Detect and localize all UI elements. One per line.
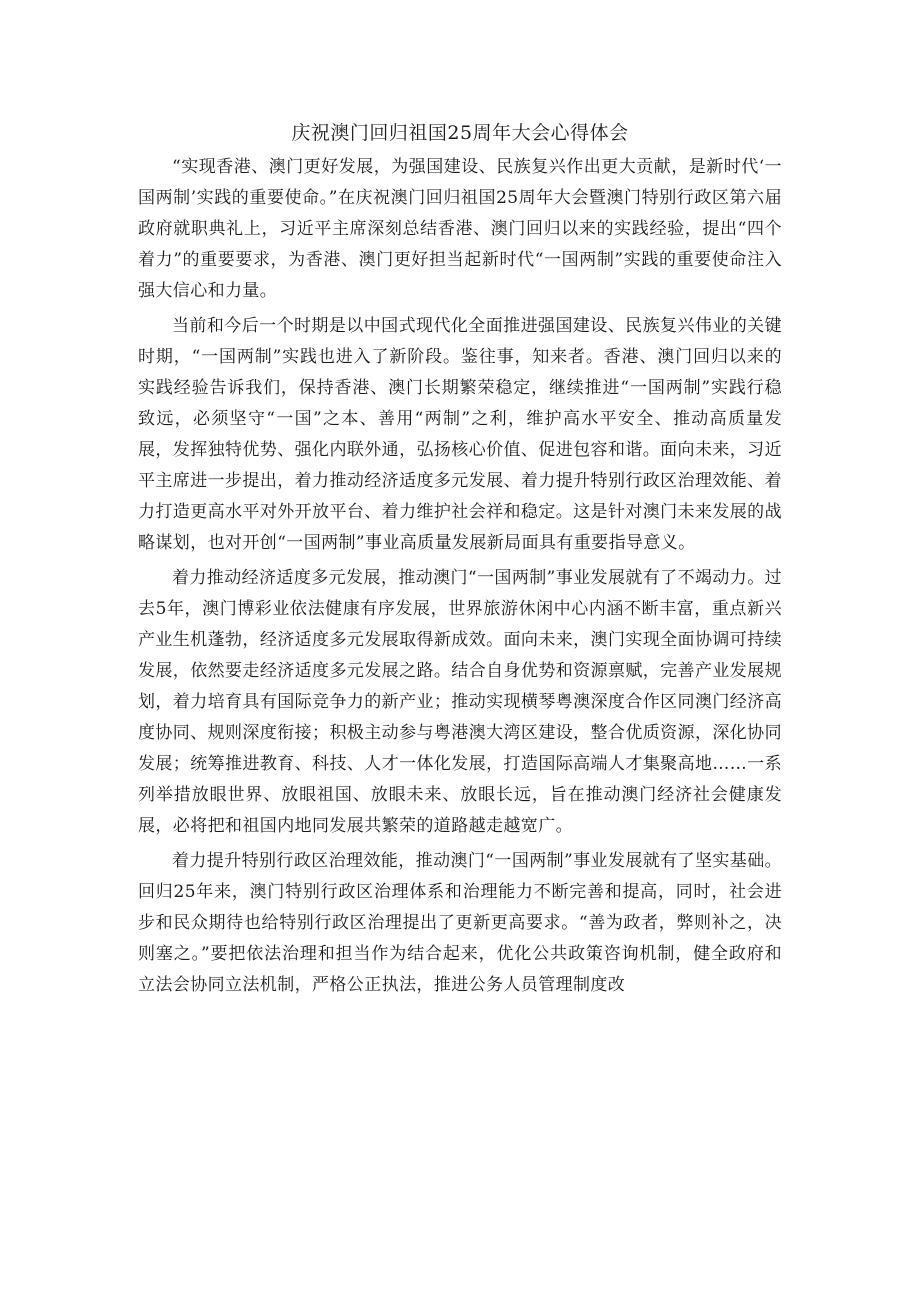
document-page bbox=[138, 120, 782, 1005]
paragraph-4: 着力提升特别行政区治理效能，推动澳门“一国两制”事业发展就有了坚实基础。回归25年来，澳门特别行政区治理体系和治理能力不断完善和提高，同时，社会进步和民众期待也给特别行政区治理提出了更新更高要求。“善为政者，弊则补之，决则塞之。”要把依法治理和担当作为结合起来，优化公共政策咨询机制，健全政府和立法会协同立法机制，严格公正执法，推进公务人员管理制度改 bbox=[138, 851, 782, 995]
paragraph-1: “实现香港、澳门更好发展，为强国建设、民族复兴作出更大贡献，是新时代‘一国两制’实践的重要使命。”在庆祝澳门回归祖国25周年大会暨澳门特别行政区第六届政府就职典礼上，习近平主席深刻总结香港、澳门回归以来的实践经验，提出“四个着力”的重要要求，为香港、澳门更好担当起新时代“一国两制”实践的重要使命注入强大信心和力量。 bbox=[138, 157, 782, 301]
paragraph-2: 当前和今后一个时期是以中国式现代化全面推进强国建设、民族复兴伟业的关键时期，“一国两制”实践也进入了新阶段。鉴往事，知来者。香港、澳门回归以来的实践经验告诉我们，保持香港、澳门长期繁荣稳定，继续推进“一国两制”实践行稳致远，必须坚守“一国”之本、善用“两制”之利，维护高水平安全、推动高质量发展，发挥独特优势、强化内联外通，弘扬核心价值、促进包容和谐。面向未来，习近平主席进一步提出，着力推动经济适度多元发展、着力提升特别行政区治理效能、着力打造更高水平对外开放平台、着力维护社会祥和稳定。这是针对澳门未来发展的战略谋划，也对开创“一国两制”事业高质量发展新局面具有重要指导意义。 bbox=[138, 316, 782, 553]
document-title: 庆祝澳门回归祖国25周年大会心得体会 bbox=[291, 122, 629, 144]
paragraph-3: 着力推动经济适度多元发展，推动澳门“一国两制”事业发展就有了不竭动力。过去5年，澳门博彩业依法健康有序发展，世界旅游休闲中心内涵不断丰富，重点新兴产业生机蓬勃，经济适度多元发展取得新成效。面向未来，澳门实现全面协调可持续发展，依然要走经济适度多元发展之路。结合自身优势和资源禀赋，完善产业发展规划，着力培育具有国际竞争力的新产业；推动实现横琴粤澳深度合作区同澳门经济高度协同、规则深度衔接；积极主动参与粤港澳大湾区建设，整合优质资源，深化协同发展；统筹推进教育、科技、人才一体化发展，打造国际高端人才集聚高地……一系列举措放眼世界、放眼祖国、放眼未来、放眼长远，旨在推动澳门经济社会健康发展，必将把和祖国内地同发展共繁荣的道路越走越宽广。 bbox=[138, 568, 782, 836]
